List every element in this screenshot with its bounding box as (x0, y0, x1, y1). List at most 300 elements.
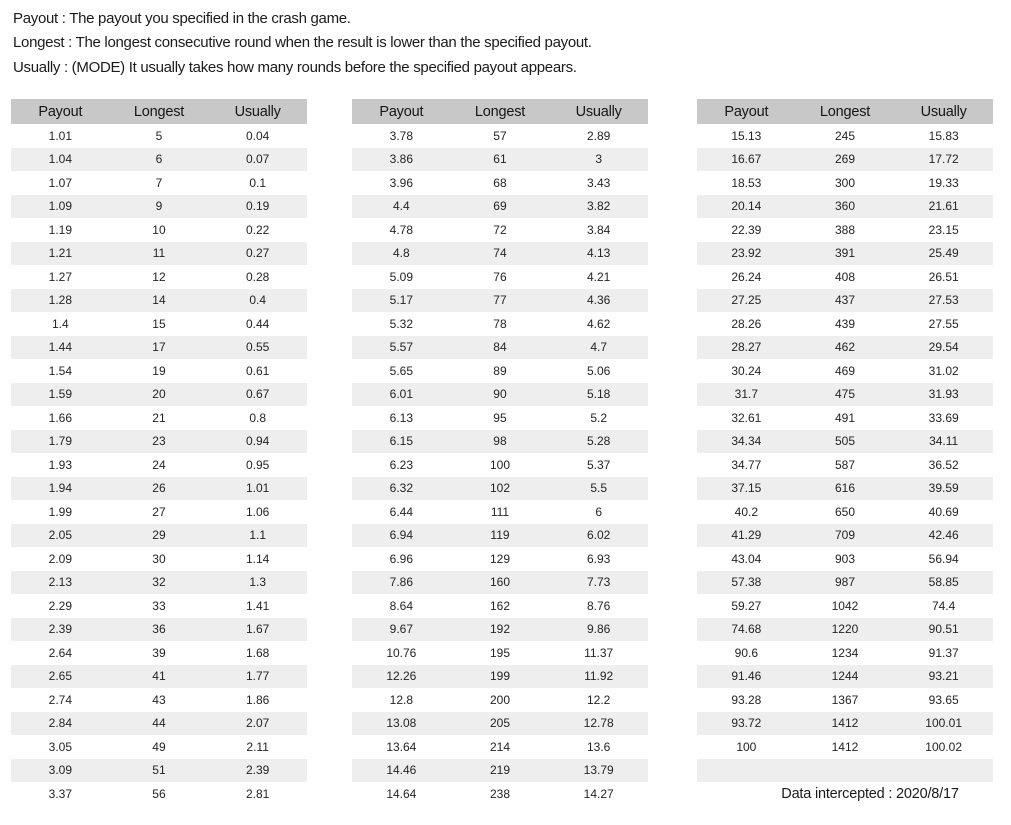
table-row (697, 618, 993, 642)
cell-longest: 195 (489, 645, 510, 660)
table-row (11, 336, 307, 360)
table-row (697, 547, 993, 571)
cell-payout: 100 (736, 739, 757, 754)
cell-payout: 2.65 (48, 669, 72, 684)
table-row (697, 359, 993, 383)
table-row (352, 782, 648, 806)
cell-payout: 2.64 (48, 645, 72, 660)
cell-payout: 74.68 (731, 622, 762, 637)
cell-longest: 650 (834, 504, 855, 519)
table-row (11, 524, 307, 548)
cell-usually: 2.39 (245, 763, 270, 778)
cell-usually: 34.11 (929, 434, 959, 449)
cell-usually: 27.55 (928, 316, 959, 331)
table-row (352, 547, 648, 571)
column-header-usually: Usually (208, 99, 307, 124)
cell-longest: 214 (489, 739, 510, 754)
cell-usually: 1.06 (245, 504, 270, 519)
cell-longest: 36 (152, 622, 166, 637)
table-row (11, 688, 307, 712)
column-header-longest: Longest (796, 99, 895, 124)
cell-payout: 43.04 (731, 551, 762, 566)
cell-usually: 23.15 (928, 222, 959, 237)
cell-usually: 3 (595, 152, 602, 167)
cell-longest: 269 (834, 152, 855, 167)
cell-longest: 17 (152, 340, 166, 355)
table-row (352, 477, 648, 501)
cell-payout: 2.29 (48, 598, 72, 613)
table-row (352, 735, 648, 759)
cell-payout: 5.65 (389, 363, 413, 378)
cell-longest: 41 (152, 669, 166, 684)
table-row (697, 571, 993, 595)
cell-longest: 160 (489, 575, 510, 590)
cell-usually: 11.92 (584, 669, 614, 684)
table-row (11, 594, 307, 618)
cell-usually: 1.77 (245, 669, 270, 684)
cell-longest: 29 (152, 528, 166, 543)
table-row (697, 289, 993, 313)
payout-table-2 (352, 99, 648, 806)
cell-usually: 100.01 (925, 716, 962, 731)
table-row (697, 641, 993, 665)
cell-usually: 3.82 (586, 199, 611, 214)
cell-payout: 30.24 (731, 363, 762, 378)
table-row (352, 383, 648, 407)
cell-usually: 2.81 (245, 786, 270, 801)
cell-usually: 15.83 (928, 128, 959, 143)
cell-longest: 1412 (831, 716, 859, 731)
cell-payout: 1.93 (48, 457, 72, 472)
cell-payout (697, 759, 796, 783)
cell-longest: 51 (152, 763, 166, 778)
table-row (697, 735, 993, 759)
cell-longest: 119 (490, 528, 510, 543)
cell-longest: 10 (152, 222, 166, 237)
table-row (697, 312, 993, 336)
column-header-usually: Usually (894, 99, 993, 124)
table-row (352, 430, 648, 454)
cell-payout: 12.8 (389, 692, 413, 707)
column-header-usually: Usually (549, 99, 648, 124)
cell-payout: 5.32 (389, 316, 413, 331)
cell-usually: 2.07 (245, 716, 270, 731)
cell-payout: 1.44 (48, 340, 72, 355)
cell-usually: 4.36 (586, 293, 611, 308)
cell-usually: 3.43 (586, 175, 611, 190)
cell-payout: 3.37 (48, 786, 72, 801)
table-row (697, 265, 993, 289)
cell-payout: 5.09 (389, 269, 413, 284)
cell-longest: 200 (489, 692, 510, 707)
cell-longest: 61 (493, 152, 507, 167)
cell-usually: 0.07 (245, 152, 270, 167)
cell-longest: 26 (152, 481, 166, 496)
cell-usually: 2.11 (246, 739, 269, 754)
table-row (697, 712, 993, 736)
table-row (352, 218, 648, 242)
table-row (352, 148, 648, 172)
table-row (697, 688, 993, 712)
cell-payout: 23.92 (731, 246, 762, 261)
table-row (352, 712, 648, 736)
cell-payout: 20.14 (731, 199, 762, 214)
table-row (11, 735, 307, 759)
cell-usually: 17.72 (928, 152, 959, 167)
legend-line-usually: Usually : (MODE) It usually takes how many rounds before the specified payout appears. (13, 58, 577, 76)
cell-payout: 2.74 (48, 692, 72, 707)
cell-longest: 56 (152, 786, 166, 801)
cell-usually: 0.8 (249, 410, 266, 425)
cell-usually: 0.94 (245, 434, 270, 449)
cell-longest: 469 (834, 363, 855, 378)
cell-longest: 903 (834, 551, 855, 566)
table-row (352, 265, 648, 289)
legend-description (13, 7, 592, 80)
cell-longest: 437 (834, 293, 855, 308)
cell-payout: 6.13 (389, 410, 413, 425)
table-row (11, 759, 307, 783)
table-row (352, 312, 648, 336)
table-row (11, 500, 307, 524)
column-header-payout: Payout (352, 99, 451, 124)
table-row (11, 782, 307, 806)
table-row (11, 547, 307, 571)
cell-payout: 31.7 (734, 387, 758, 402)
cell-longest: 77 (493, 293, 507, 308)
cell-usually: 25.49 (928, 246, 959, 261)
cell-longest: 709 (834, 528, 855, 543)
cell-longest: 11 (152, 246, 166, 261)
table-row (11, 406, 307, 430)
cell-payout: 6.01 (389, 387, 413, 402)
cell-usually: 1.67 (245, 622, 270, 637)
cell-payout: 3.86 (389, 152, 413, 167)
cell-usually: 90.51 (928, 622, 959, 637)
column-header-payout: Payout (11, 99, 110, 124)
cell-payout: 4.4 (392, 199, 410, 214)
cell-usually: 31.93 (928, 387, 959, 402)
cell-usually: 6 (595, 504, 602, 519)
cell-usually: 12.78 (583, 716, 614, 731)
cell-payout: 10.76 (386, 645, 417, 660)
cell-longest: 987 (834, 575, 855, 590)
cell-usually: 93.65 (928, 692, 959, 707)
table-row (11, 242, 307, 266)
table-row (352, 618, 648, 642)
cell-usually: 4.13 (586, 246, 611, 261)
cell-payout: 1.04 (48, 152, 72, 167)
cell-usually: 39.59 (928, 481, 959, 496)
cell-payout: 3.96 (389, 175, 413, 190)
cell-usually: 1.01 (245, 481, 270, 496)
cell-usually: 0.04 (245, 128, 270, 143)
table-row (352, 406, 648, 430)
cell-longest: 162 (489, 598, 510, 613)
cell-payout: 8.64 (389, 598, 413, 613)
cell-payout: 6.96 (389, 551, 413, 566)
cell-usually: 2.89 (586, 128, 611, 143)
payout-table-3 (697, 99, 993, 782)
cell-longest: 76 (493, 269, 507, 284)
cell-payout: 2.09 (48, 551, 72, 566)
table-row (697, 406, 993, 430)
cell-payout: 9.67 (389, 622, 413, 637)
cell-usually: 27.53 (928, 293, 959, 308)
cell-payout: 6.32 (389, 481, 413, 496)
cell-longest: 84 (493, 340, 507, 355)
cell-usually: 6.02 (586, 528, 611, 543)
cell-usually: 4.21 (586, 269, 611, 284)
cell-longest: 360 (834, 199, 855, 214)
cell-payout: 6.23 (389, 457, 413, 472)
cell-payout: 59.27 (731, 598, 762, 613)
cell-longest: 49 (152, 739, 166, 754)
cell-longest: 1234 (831, 645, 859, 660)
cell-usually (894, 759, 993, 783)
table-row (697, 453, 993, 477)
table-row (697, 759, 993, 783)
cell-payout: 93.72 (731, 716, 762, 731)
cell-longest: 100 (489, 457, 510, 472)
header-row (352, 99, 648, 124)
cell-payout: 2.39 (48, 622, 72, 637)
cell-payout: 18.53 (731, 175, 762, 190)
cell-payout: 2.84 (48, 716, 72, 731)
cell-usually: 13.6 (586, 739, 611, 754)
cell-usually: 4.7 (590, 340, 607, 355)
cell-longest: 74 (493, 246, 507, 261)
cell-payout: 6.15 (389, 434, 413, 449)
table-row (697, 124, 993, 148)
table-row (697, 242, 993, 266)
cell-usually: 7.73 (586, 575, 611, 590)
cell-payout: 13.64 (386, 739, 417, 754)
cell-longest: 475 (834, 387, 855, 402)
cell-payout: 34.34 (731, 434, 762, 449)
cell-payout: 14.64 (386, 786, 417, 801)
cell-usually: 5.5 (590, 481, 607, 496)
table-row (11, 124, 307, 148)
cell-longest (796, 759, 895, 783)
cell-longest: 23 (152, 434, 166, 449)
cell-payout: 2.05 (48, 528, 72, 543)
column-header-longest: Longest (451, 99, 550, 124)
cell-longest: 408 (834, 269, 855, 284)
table-row (697, 430, 993, 454)
cell-payout: 5.17 (389, 293, 413, 308)
cell-longest: 1220 (831, 622, 859, 637)
cell-longest: 39 (152, 645, 166, 660)
cell-longest: 1367 (831, 692, 859, 707)
cell-usually: 74.4 (931, 598, 956, 613)
cell-longest: 1412 (831, 739, 859, 754)
cell-usually: 0.67 (245, 387, 270, 402)
cell-usually: 3.84 (586, 222, 611, 237)
table-row (352, 594, 648, 618)
cell-payout: 5.57 (389, 340, 413, 355)
table-row (352, 759, 648, 783)
table-row (11, 289, 307, 313)
cell-payout: 32.61 (731, 410, 762, 425)
cell-longest: 491 (834, 410, 855, 425)
cell-usually: 29.54 (928, 340, 959, 355)
table-row (352, 242, 648, 266)
cell-longest: 505 (834, 434, 855, 449)
cell-usually: 31.02 (928, 363, 959, 378)
cell-usually: 36.52 (928, 457, 959, 472)
header-row (697, 99, 993, 124)
cell-payout: 1.79 (48, 434, 72, 449)
cell-payout: 91.46 (731, 669, 762, 684)
cell-usually: 21.61 (928, 199, 959, 214)
table-row (11, 359, 307, 383)
cell-usually: 0.28 (245, 269, 270, 284)
payout-table-1 (11, 99, 307, 806)
cell-longest: 19 (152, 363, 166, 378)
cell-usually: 1.68 (245, 645, 270, 660)
table-row (352, 195, 648, 219)
cell-longest: 78 (493, 316, 507, 331)
table-row (11, 453, 307, 477)
cell-payout: 13.08 (386, 716, 417, 731)
table-row (11, 218, 307, 242)
cell-longest: 300 (834, 175, 855, 190)
table-row (11, 665, 307, 689)
cell-payout: 3.09 (48, 763, 72, 778)
table-row (352, 571, 648, 595)
cell-usually: 1.1 (249, 528, 266, 543)
cell-payout: 4.78 (389, 222, 413, 237)
cell-usually: 19.33 (928, 175, 959, 190)
table-row (352, 641, 648, 665)
cell-usually: 0.44 (245, 316, 270, 331)
cell-longest: 7 (155, 175, 163, 190)
cell-longest: 90 (493, 387, 507, 402)
cell-payout: 1.28 (48, 293, 72, 308)
cell-usually: 5.2 (590, 410, 607, 425)
cell-longest: 439 (834, 316, 855, 331)
cell-payout: 6.94 (389, 528, 413, 543)
table-row (11, 195, 307, 219)
cell-usually: 14.27 (583, 786, 614, 801)
table-row (11, 712, 307, 736)
cell-longest: 20 (152, 387, 166, 402)
cell-payout: 34.77 (731, 457, 762, 472)
cell-payout: 7.86 (389, 575, 413, 590)
cell-payout: 1.66 (48, 410, 72, 425)
cell-payout: 14.46 (386, 763, 417, 778)
table-row (697, 195, 993, 219)
cell-usually: 0.27 (245, 246, 270, 261)
cell-longest: 462 (834, 340, 855, 355)
cell-longest: 587 (834, 457, 855, 472)
cell-usually: 1.3 (249, 575, 266, 590)
cell-usually: 100.02 (925, 739, 962, 754)
cell-usually: 0.61 (245, 363, 270, 378)
cell-usually: 0.4 (249, 293, 266, 308)
cell-longest: 102 (489, 481, 510, 496)
table-row (11, 430, 307, 454)
cell-longest: 69 (493, 199, 507, 214)
table-row (697, 218, 993, 242)
table-row (697, 148, 993, 172)
table-row (352, 171, 648, 195)
cell-longest: 5 (155, 128, 163, 143)
cell-longest: 98 (493, 434, 507, 449)
cell-longest: 27 (152, 504, 166, 519)
legend-line-payout: Payout : The payout you specified in the crash game. (13, 10, 351, 27)
cell-longest: 129 (489, 551, 510, 566)
cell-usually: 40.69 (928, 504, 959, 519)
cell-payout: 1.19 (48, 222, 72, 237)
cell-payout: 37.15 (731, 481, 762, 496)
cell-longest: 24 (152, 457, 166, 472)
cell-longest: 111 (490, 504, 510, 519)
cell-longest: 68 (493, 175, 507, 190)
cell-usually: 11.37 (584, 645, 614, 660)
cell-longest: 391 (834, 246, 855, 261)
cell-payout: 6.44 (389, 504, 413, 519)
cell-usually: 13.79 (583, 763, 614, 778)
table-row (11, 477, 307, 501)
cell-longest: 72 (493, 222, 507, 237)
cell-longest: 199 (489, 669, 510, 684)
cell-usually: 5.18 (586, 387, 611, 402)
cell-longest: 14 (152, 293, 166, 308)
cell-longest: 32 (152, 575, 166, 590)
cell-longest: 1042 (831, 598, 859, 613)
table-row (11, 571, 307, 595)
cell-usually: 8.76 (586, 598, 611, 613)
cell-usually: 58.85 (928, 575, 959, 590)
cell-usually: 4.62 (586, 316, 611, 331)
table-row (352, 665, 648, 689)
cell-usually: 9.86 (586, 622, 611, 637)
table-row (697, 594, 993, 618)
header-row (11, 99, 307, 124)
cell-usually: 93.21 (928, 669, 959, 684)
cell-payout: 40.2 (734, 504, 758, 519)
cell-usually: 1.41 (245, 598, 270, 613)
table-row (697, 383, 993, 407)
cell-usually: 0.19 (245, 199, 270, 214)
table-row (697, 524, 993, 548)
cell-payout: 12.26 (386, 669, 417, 684)
cell-longest: 95 (493, 410, 507, 425)
cell-usually: 26.51 (928, 269, 959, 284)
cell-payout: 28.26 (731, 316, 762, 331)
cell-longest: 44 (152, 716, 166, 731)
table-row (697, 665, 993, 689)
table-row (11, 171, 307, 195)
table-row (11, 312, 307, 336)
table-row (11, 618, 307, 642)
table-row (352, 336, 648, 360)
cell-payout: 3.05 (48, 739, 72, 754)
cell-payout: 90.6 (734, 645, 758, 660)
table-row (697, 171, 993, 195)
table-row (352, 124, 648, 148)
cell-payout: 1.94 (48, 481, 72, 496)
cell-longest: 192 (489, 622, 510, 637)
data-intercepted-note: Data intercepted : 2020/8/17 (781, 786, 959, 802)
cell-usually: 5.06 (586, 363, 611, 378)
cell-payout: 1.99 (48, 504, 72, 519)
cell-longest: 245 (834, 128, 855, 143)
cell-usually: 0.22 (245, 222, 270, 237)
column-header-longest: Longest (110, 99, 209, 124)
